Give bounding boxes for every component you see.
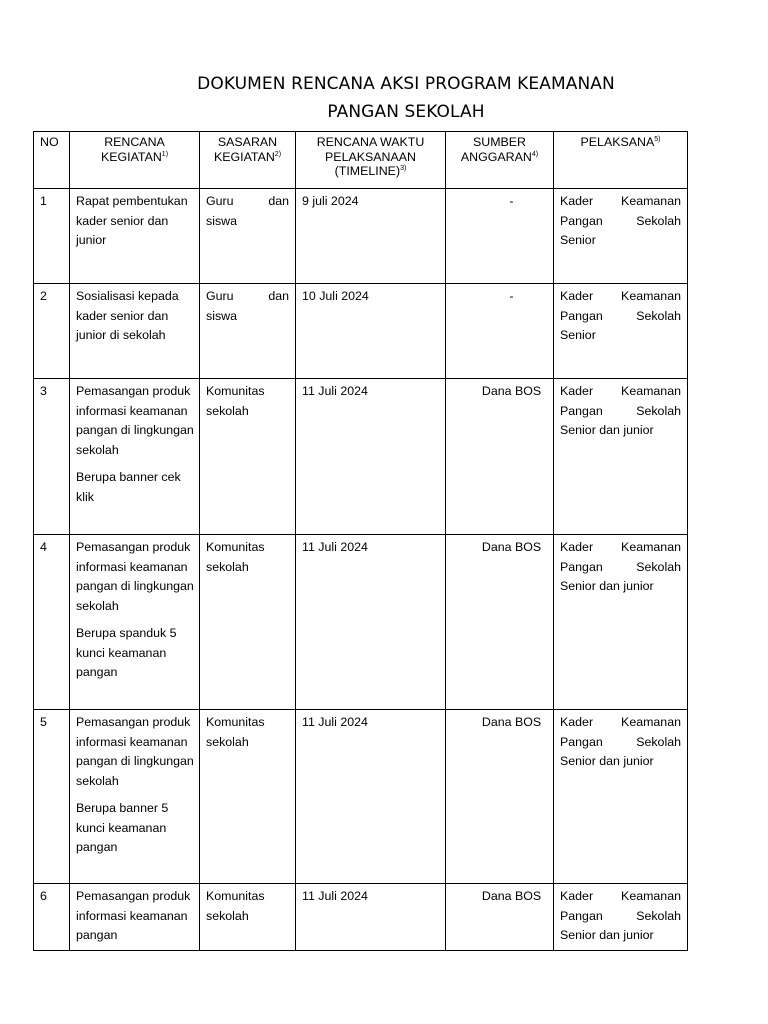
header-rencana-kegiatan: RENCANA KEGIATAN$^{1)}$ [70,132,200,189]
cell-anggaran: Dana BOS [446,535,554,710]
table-row [34,535,688,710]
cell-kegiatan: Pemasangan produk informasi keamanan pangan di lingkungan sekolah Berupa banner 5 kunci keamanan pangan [70,710,200,884]
document-title-line-2: PANGAN SEKOLAH [327,102,485,122]
footnote-marker: 2) [274,150,282,158]
table-row [34,710,688,884]
cell-kegiatan: Pemasangan produk informasi keamanan pangan [70,884,200,951]
cell-kegiatan-note: Berupa banner cek klik [76,470,181,504]
cell-kegiatan-note: Berupa spanduk 5 kunci keamanan pangan [76,626,177,679]
cell-kegiatan: Pemasangan produk informasi keamanan pangan di lingkungan sekolah Berupa spanduk 5 kunci keamanan pangan [70,535,200,710]
cell-kegiatan: Rapat pembentukan kader senior dan junior [70,189,200,284]
cell-pelaksana: Kader Keamanan Pangan Sekolah Senior dan junior [554,535,688,710]
cell-waktu: 10 Juli 2024 [296,284,446,379]
table-row [34,379,688,535]
document-title [100,70,712,126]
footnote-marker: 5) [654,136,661,143]
cell-anggaran: - [446,189,554,284]
cell-pelaksana: Kader Keamanan Pangan Sekolah Senior [554,189,688,284]
cell-sasaran: Guru dan siswa [200,284,296,379]
header-sasaran-kegiatan: SASARAN KEGIATAN$^{2)}$ [200,132,296,189]
header-no: NO [34,132,70,189]
cell-waktu: 11 Juli 2024 [296,379,446,535]
cell-no: 3 [34,379,70,535]
cell-no: 5 [34,710,70,884]
cell-kegiatan: Pemasangan produk informasi keamanan pangan di lingkungan sekolah Berupa banner cek klik [70,379,200,535]
cell-no: 4 [34,535,70,710]
cell-no: 6 [34,884,70,951]
cell-pelaksana: Kader Keamanan Pangan Sekolah Senior [554,284,688,379]
header-rencana-waktu: RENCANA WAKTU PELAKSANAAN (TIMELINE)$^{3)}$ [296,132,446,189]
cell-sasaran: Komunitas sekolah [200,884,296,951]
cell-anggaran: Dana BOS [446,710,554,884]
action-plan-table [33,131,688,951]
cell-anggaran: Dana BOS [446,884,554,951]
cell-kegiatan-note: Berupa banner 5 kunci keamanan pangan [76,801,169,854]
header-pelaksana: PELAKSANA$^{5)}$ [554,132,688,189]
document-title-line-1: DOKUMEN RENCANA AKSI PROGRAM KEAMANAN [197,74,615,94]
header-sumber-anggaran: SUMBER ANGGARAN$^{4)}$ [446,132,554,189]
cell-anggaran: - [446,284,554,379]
footnote-marker: 4) [531,150,539,158]
cell-waktu: 9 juli 2024 [296,189,446,284]
cell-kegiatan: Sosialisasi kepada kader senior dan junior di sekolah [70,284,200,379]
cell-sasaran: Komunitas sekolah [200,535,296,710]
table-row [34,884,688,951]
table-header-row [34,132,688,189]
cell-waktu: 11 Juli 2024 [296,884,446,951]
cell-pelaksana: Kader Keamanan Pangan Sekolah Senior dan junior [554,379,688,535]
cell-pelaksana: Kader Keamanan Pangan Sekolah Senior dan junior [554,884,688,951]
footnote-marker: 3) [400,165,407,172]
cell-no: 1 [34,189,70,284]
cell-no: 2 [34,284,70,379]
cell-sasaran: Guru dan siswa [200,189,296,284]
table-row [34,189,688,284]
footnote-marker: 1) [161,150,169,158]
cell-waktu: 11 Juli 2024 [296,710,446,884]
cell-sasaran: Komunitas sekolah [200,710,296,884]
cell-pelaksana: Kader Keamanan Pangan Sekolah Senior dan junior [554,710,688,884]
cell-waktu: 11 Juli 2024 [296,535,446,710]
cell-anggaran: Dana BOS [446,379,554,535]
cell-sasaran: Komunitas sekolah [200,379,296,535]
table-row [34,284,688,379]
